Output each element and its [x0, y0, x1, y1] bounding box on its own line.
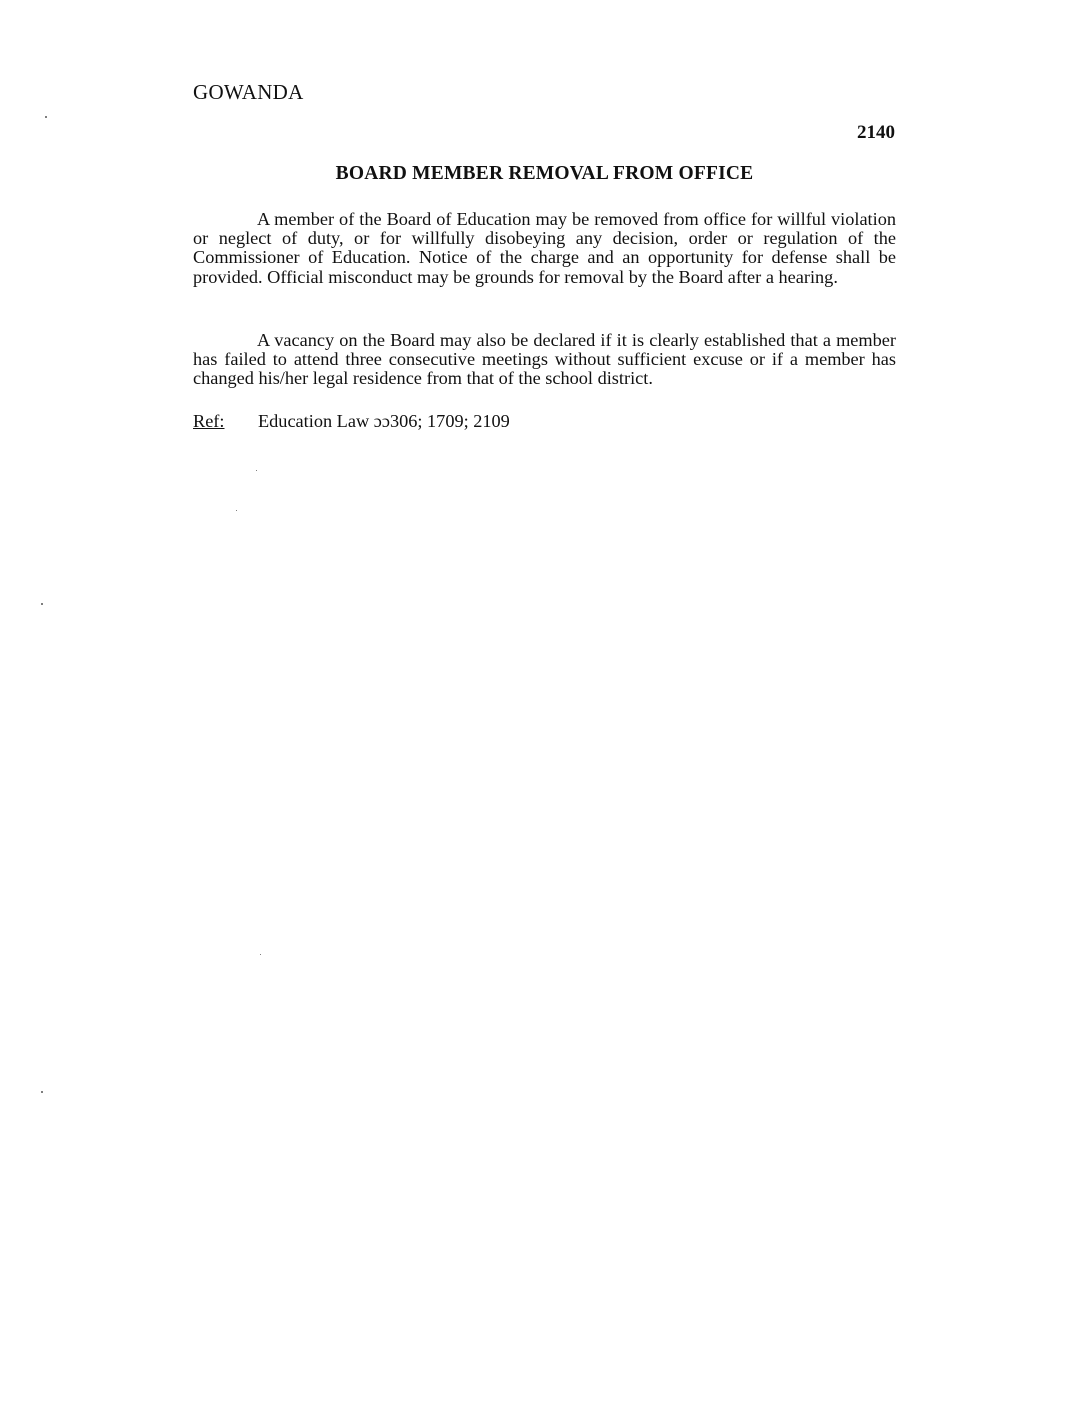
reference-text: Education Law ɔɔ306; 1709; 2109 — [258, 411, 510, 431]
policy-number: 2140 — [857, 122, 895, 143]
policy-paragraph: A member of the Board of Education may be removed from office for willful violation or neglect of duty, or for willfully disobeying any decision, order or regulation of the Commissioner of Education. Notice of the charge and an opportunity for defense shall be provided. Official misconduct may be grounds for removal by the Board after a hearing. — [193, 209, 896, 287]
organization-name: GOWANDA — [193, 80, 304, 104]
scan-speck — [41, 603, 43, 605]
scan-speck — [256, 470, 257, 471]
policy-title: BOARD MEMBER REMOVAL FROM OFFICE — [335, 163, 754, 184]
reference-line — [193, 411, 510, 432]
scan-speck — [260, 954, 261, 955]
scan-speck — [236, 510, 237, 511]
scan-speck — [41, 1091, 43, 1093]
reference-label: Ref: — [193, 411, 225, 431]
policy-paragraph: A vacancy on the Board may also be declared if it is clearly established that a member has failed to attend three consecutive meetings without sufficient excuse or if a member has changed his/her legal residence from that of the school district. — [193, 330, 896, 389]
scan-speck — [45, 116, 47, 118]
